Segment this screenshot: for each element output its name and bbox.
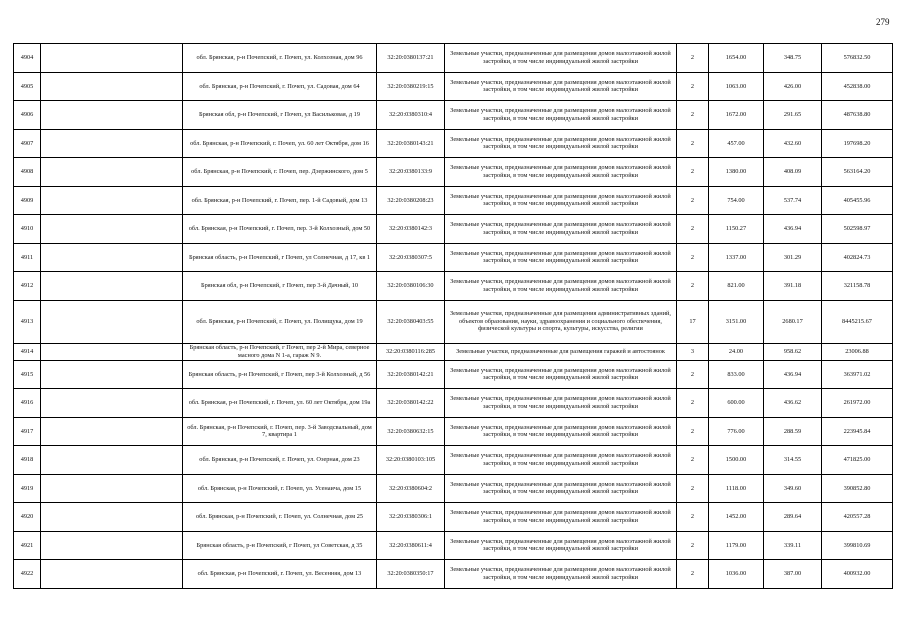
blank-cell [41, 243, 183, 272]
cadastral-value-cell: 400932.00 [822, 560, 893, 589]
blank-cell [41, 417, 183, 446]
use-category-cell: 2 [677, 503, 709, 532]
table-row [14, 300, 893, 343]
cadastral-value-cell: 23006.88 [822, 343, 893, 360]
land-use-purpose-cell: Земельные участки, предназначенные для размещения домов малоэтажной жилой застройки, в том числе индивидуальной жилой застройки [445, 474, 677, 503]
cadastral-number-cell: 32:20:0380611:4 [377, 531, 445, 560]
area-cell: 833.00 [709, 360, 764, 389]
table-row [14, 158, 893, 187]
cadastral-number-cell: 32:20:0380306:1 [377, 503, 445, 532]
table-row [14, 44, 893, 73]
blank-cell [41, 389, 183, 418]
area-cell: 1500.00 [709, 446, 764, 475]
blank-cell [41, 560, 183, 589]
area-cell: 1063.00 [709, 72, 764, 101]
table-row [14, 360, 893, 389]
table-row [14, 186, 893, 215]
use-category-cell: 2 [677, 417, 709, 446]
address-cell: обл. Брянская, р-н Почепский, г. Почеп, ул. Солнечная, дом 25 [183, 503, 377, 532]
row-number: 4918 [14, 446, 41, 475]
use-category-cell: 2 [677, 243, 709, 272]
cadastral-value-cell: 452838.00 [822, 72, 893, 101]
cadastral-number-cell: 32:20:0380403:55 [377, 300, 445, 343]
row-number: 4921 [14, 531, 41, 560]
cadastral-value-cell: 405455.96 [822, 186, 893, 215]
use-category-cell: 2 [677, 215, 709, 244]
table-row [14, 243, 893, 272]
address-cell: обл. Брянская, р-н Почепский, г. Почеп, ул. Садовая, дом 64 [183, 72, 377, 101]
land-use-purpose-cell: Земельные участки, предназначенные для размещения домов малоэтажной жилой застройки, в том числе индивидуальной жилой застройки [445, 417, 677, 446]
area-cell: 1036.00 [709, 560, 764, 589]
blank-cell [41, 72, 183, 101]
land-use-purpose-cell: Земельные участки, предназначенные для размещения домов малоэтажной жилой застройки, в том числе индивидуальной жилой застройки [445, 72, 677, 101]
cadastral-number-cell: 32:20:0380137:21 [377, 44, 445, 73]
use-category-cell: 2 [677, 101, 709, 130]
area-cell: 1380.00 [709, 158, 764, 187]
cadastral-value-cell: 487638.80 [822, 101, 893, 130]
area-cell: 457.00 [709, 129, 764, 158]
cadastral-number-cell: 32:20:0380632:15 [377, 417, 445, 446]
table-row [14, 560, 893, 589]
land-use-purpose-cell: Земельные участки, предназначенные для размещения домов малоэтажной жилой застройки, в том числе индивидуальной жилой застройки [445, 101, 677, 130]
area-cell: 3151.00 [709, 300, 764, 343]
address-cell: обл. Брянская, р-н Почепский, г. Почеп, ул. Колхозная, дом 96 [183, 44, 377, 73]
row-number: 4910 [14, 215, 41, 244]
page-number: 279 [876, 17, 890, 27]
row-number: 4915 [14, 360, 41, 389]
specific-value-cell: 391.18 [764, 272, 822, 301]
table-row [14, 446, 893, 475]
land-use-purpose-cell: Земельные участки, предназначенные для размещения домов малоэтажной жилой застройки, в том числе индивидуальной жилой застройки [445, 158, 677, 187]
area-cell: 1337.00 [709, 243, 764, 272]
cadastral-value-cell: 197698.20 [822, 129, 893, 158]
cadastral-value-cell: 261972.00 [822, 389, 893, 418]
land-use-purpose-cell: Земельные участки, предназначенные для размещения домов малоэтажной жилой застройки, в том числе индивидуальной жилой застройки [445, 531, 677, 560]
cadastral-value-cell: 576832.50 [822, 44, 893, 73]
specific-value-cell: 339.11 [764, 531, 822, 560]
use-category-cell: 2 [677, 272, 709, 301]
land-use-purpose-cell: Земельные участки, предназначенные для размещения домов малоэтажной жилой застройки, в том числе индивидуальной жилой застройки [445, 215, 677, 244]
address-cell: обл. Брянская, р-н Почепский, г. Почеп, пер. 3-й Колхозный, дом 50 [183, 215, 377, 244]
land-use-purpose-cell: Земельные участки, предназначенные для размещения домов малоэтажной жилой застройки, в том числе индивидуальной жилой застройки [445, 272, 677, 301]
area-cell: 1150.27 [709, 215, 764, 244]
cadastral-number-cell: 32:20:0380350:17 [377, 560, 445, 589]
address-cell: Брянская область, р-н Почепский, г Почеп, ул Советская, д 35 [183, 531, 377, 560]
land-use-purpose-cell: Земельные участки, предназначенные для размещения домов малоэтажной жилой застройки, в том числе индивидуальной жилой застройки [445, 243, 677, 272]
blank-cell [41, 343, 183, 360]
blank-cell [41, 446, 183, 475]
row-number: 4917 [14, 417, 41, 446]
area-cell: 1452.00 [709, 503, 764, 532]
address-cell: обл. Брянская, р-н Почепский, г. Почеп, ул. Полищука, дом 19 [183, 300, 377, 343]
use-category-cell: 2 [677, 186, 709, 215]
cadastral-value-cell: 471825.00 [822, 446, 893, 475]
table-row [14, 272, 893, 301]
area-cell: 1118.00 [709, 474, 764, 503]
use-category-cell: 2 [677, 389, 709, 418]
cadastral-value-cell: 402824.73 [822, 243, 893, 272]
address-cell: обл. Брянская, р-н Почепский, г. Почеп, ул. Озерная, дом 23 [183, 446, 377, 475]
address-cell: Брянская область, р-н Почепский, г Почеп, ул Солнечная, д 17, кв 1 [183, 243, 377, 272]
specific-value-cell: 958.62 [764, 343, 822, 360]
cadastral-value-cell: 390852.80 [822, 474, 893, 503]
cadastral-number-cell: 32:20:0380106:30 [377, 272, 445, 301]
area-cell: 1179.00 [709, 531, 764, 560]
row-number: 4914 [14, 343, 41, 360]
address-cell: Брянская область, р-н Почепский, г Почеп, пер 2-й Мира, северное масного дома N 1-а, гараж N 9. [183, 343, 377, 360]
cadastral-value-cell: 563164.20 [822, 158, 893, 187]
table-row [14, 101, 893, 130]
use-category-cell: 2 [677, 72, 709, 101]
cadastral-number-cell: 32:20:0380103:105 [377, 446, 445, 475]
land-use-purpose-cell: Земельные участки, предназначенные для размещения административных зданий, объектов образования, науки, здравоохранения и социального обеспечения, физической культуры и спорта, культуры, искусства, религии [445, 300, 677, 343]
address-cell: обл. Брянская, р-н Почепский, г. Почеп, ул. 60 лет Октября, дом 16 [183, 129, 377, 158]
land-use-purpose-cell: Земельные участки, предназначенные для размещения домов малоэтажной жилой застройки, в том числе индивидуальной жилой застройки [445, 360, 677, 389]
blank-cell [41, 360, 183, 389]
row-number: 4905 [14, 72, 41, 101]
specific-value-cell: 288.59 [764, 417, 822, 446]
land-use-purpose-cell: Земельные участки, предназначенные для размещения гаражей и автостоянок [445, 343, 677, 360]
use-category-cell: 2 [677, 44, 709, 73]
row-number: 4908 [14, 158, 41, 187]
row-number: 4919 [14, 474, 41, 503]
specific-value-cell: 436.94 [764, 215, 822, 244]
use-category-cell: 2 [677, 158, 709, 187]
address-cell: обл. Брянская, р-н Почепский, г. Почеп, ул. Весенняя, дом 13 [183, 560, 377, 589]
specific-value-cell: 436.62 [764, 389, 822, 418]
row-number: 4909 [14, 186, 41, 215]
blank-cell [41, 215, 183, 244]
row-number: 4911 [14, 243, 41, 272]
land-use-purpose-cell: Земельные участки, предназначенные для размещения домов малоэтажной жилой застройки, в том числе индивидуальной жилой застройки [445, 560, 677, 589]
specific-value-cell: 537.74 [764, 186, 822, 215]
table-row [14, 474, 893, 503]
use-category-cell: 2 [677, 531, 709, 560]
land-registry-table [13, 43, 893, 589]
cadastral-value-cell: 8445215.67 [822, 300, 893, 343]
cadastral-number-cell: 32:20:0380143:21 [377, 129, 445, 158]
row-number: 4916 [14, 389, 41, 418]
cadastral-number-cell: 32:20:0380310:4 [377, 101, 445, 130]
address-cell: Брянская обл, р-н Почепский, г Почеп, пер 3-й Дачный, 10 [183, 272, 377, 301]
row-number: 4907 [14, 129, 41, 158]
use-category-cell: 2 [677, 129, 709, 158]
row-number: 4904 [14, 44, 41, 73]
table-row [14, 417, 893, 446]
specific-value-cell: 2680.17 [764, 300, 822, 343]
blank-cell [41, 44, 183, 73]
land-use-purpose-cell: Земельные участки, предназначенные для размещения домов малоэтажной жилой застройки, в том числе индивидуальной жилой застройки [445, 186, 677, 215]
address-cell: обл. Брянская, р-н Почепский, г. Почеп, пер. 3-й Заводсвальный, дом 7, квартира 1 [183, 417, 377, 446]
specific-value-cell: 349.60 [764, 474, 822, 503]
specific-value-cell: 314.55 [764, 446, 822, 475]
table-row [14, 129, 893, 158]
cadastral-number-cell: 32:20:0380116:285 [377, 343, 445, 360]
cadastral-value-cell: 502598.97 [822, 215, 893, 244]
specific-value-cell: 387.00 [764, 560, 822, 589]
cadastral-number-cell: 32:20:0380208:23 [377, 186, 445, 215]
cadastral-value-cell: 399810.69 [822, 531, 893, 560]
specific-value-cell: 436.94 [764, 360, 822, 389]
use-category-cell: 2 [677, 560, 709, 589]
table-row [14, 72, 893, 101]
cadastral-number-cell: 32:20:0380142:21 [377, 360, 445, 389]
specific-value-cell: 301.29 [764, 243, 822, 272]
row-number: 4922 [14, 560, 41, 589]
address-cell: обл. Брянская, р-н Почепский, г. Почеп, пер. 1-й Садовый, дом 13 [183, 186, 377, 215]
blank-cell [41, 300, 183, 343]
cadastral-number-cell: 32:20:0380142:22 [377, 389, 445, 418]
specific-value-cell: 291.65 [764, 101, 822, 130]
table-row [14, 531, 893, 560]
use-category-cell: 3 [677, 343, 709, 360]
area-cell: 1672.00 [709, 101, 764, 130]
blank-cell [41, 474, 183, 503]
row-number: 4913 [14, 300, 41, 343]
table-row [14, 503, 893, 532]
table-row [14, 215, 893, 244]
land-use-purpose-cell: Земельные участки, предназначенные для размещения домов малоэтажной жилой застройки, в том числе индивидуальной жилой застройки [445, 503, 677, 532]
blank-cell [41, 158, 183, 187]
land-use-purpose-cell: Земельные участки, предназначенные для размещения домов малоэтажной жилой застройки, в том числе индивидуальной жилой застройки [445, 44, 677, 73]
specific-value-cell: 426.00 [764, 72, 822, 101]
cadastral-number-cell: 32:20:0380307:5 [377, 243, 445, 272]
area-cell: 24.00 [709, 343, 764, 360]
address-cell: Брянская обл, р-н Почепский, г Почеп, ул Васильковая, д 19 [183, 101, 377, 130]
cadastral-number-cell: 32:20:0380219:15 [377, 72, 445, 101]
specific-value-cell: 408.09 [764, 158, 822, 187]
cadastral-number-cell: 32:20:0380604:2 [377, 474, 445, 503]
cadastral-number-cell: 32:20:0380133:9 [377, 158, 445, 187]
use-category-cell: 2 [677, 474, 709, 503]
area-cell: 600.00 [709, 389, 764, 418]
land-use-purpose-cell: Земельные участки, предназначенные для размещения домов малоэтажной жилой застройки, в том числе индивидуальной жилой застройки [445, 446, 677, 475]
row-number: 4912 [14, 272, 41, 301]
use-category-cell: 2 [677, 360, 709, 389]
blank-cell [41, 186, 183, 215]
land-use-purpose-cell: Земельные участки, предназначенные для размещения домов малоэтажной жилой застройки, в том числе индивидуальной жилой застройки [445, 129, 677, 158]
blank-cell [41, 101, 183, 130]
cadastral-value-cell: 321158.78 [822, 272, 893, 301]
cadastral-value-cell: 223945.84 [822, 417, 893, 446]
address-cell: Брянская область, р-н Почепский, г Почеп, пер 3-й Колхозный, д 56 [183, 360, 377, 389]
table-row [14, 343, 893, 360]
table-row [14, 389, 893, 418]
blank-cell [41, 272, 183, 301]
use-category-cell: 2 [677, 446, 709, 475]
use-category-cell: 17 [677, 300, 709, 343]
blank-cell [41, 503, 183, 532]
specific-value-cell: 348.75 [764, 44, 822, 73]
area-cell: 776.00 [709, 417, 764, 446]
address-cell: обл. Брянская, р-н Почепский, г. Почеп, пер. Дзержинского, дом 5 [183, 158, 377, 187]
area-cell: 754.00 [709, 186, 764, 215]
address-cell: обл. Брянская, р-н Почепский, г. Почеп, ул. 60 лет Октября, дом 19а [183, 389, 377, 418]
row-number: 4920 [14, 503, 41, 532]
table-body [14, 44, 893, 589]
row-number: 4906 [14, 101, 41, 130]
blank-cell [41, 531, 183, 560]
blank-cell [41, 129, 183, 158]
address-cell: обл. Брянская, р-н Почепский, г. Почеп, ул. Усенаича, дом 15 [183, 474, 377, 503]
area-cell: 821.00 [709, 272, 764, 301]
cadastral-number-cell: 32:20:0380142:3 [377, 215, 445, 244]
specific-value-cell: 432.60 [764, 129, 822, 158]
cadastral-value-cell: 420557.28 [822, 503, 893, 532]
land-use-purpose-cell: Земельные участки, предназначенные для размещения домов малоэтажной жилой застройки, в том числе индивидуальной жилой застройки [445, 389, 677, 418]
area-cell: 1654.00 [709, 44, 764, 73]
cadastral-value-cell: 363971.02 [822, 360, 893, 389]
specific-value-cell: 289.64 [764, 503, 822, 532]
